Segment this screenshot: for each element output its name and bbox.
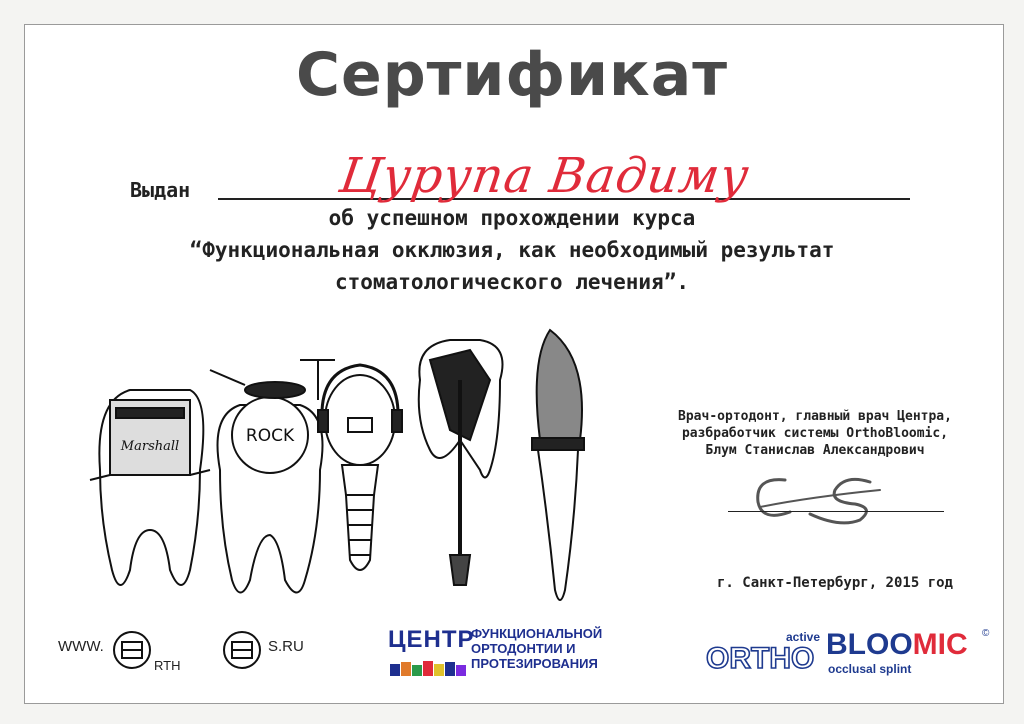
issued-label: Выдан bbox=[130, 178, 191, 202]
course-title-line2: стоматологического лечения”. bbox=[334, 270, 689, 294]
center-subtitle bbox=[471, 626, 602, 671]
site-middle: RTH bbox=[154, 658, 181, 673]
drum-text: ROCK bbox=[245, 426, 295, 446]
center-sub-line-3: ПРОТЕЗИРОВАНИЯ bbox=[471, 656, 598, 671]
signature-line bbox=[728, 511, 944, 512]
microphone-tooth-drawing bbox=[532, 330, 584, 600]
certificate-title: Сертификат bbox=[295, 40, 729, 110]
copyright-mark: © bbox=[982, 628, 990, 639]
recipient-name-handwritten: Цурупа Вадиму bbox=[336, 148, 753, 204]
center-logo bbox=[388, 626, 603, 680]
city-year: г. Санкт-Петербург, 2015 год bbox=[716, 575, 953, 591]
site-suffix: S.RU bbox=[268, 638, 304, 655]
bloomic-part-red: MIC bbox=[912, 628, 968, 661]
teeth-instruments-illustration bbox=[70, 320, 630, 620]
center-sub-line-1: ФУНКЦИОНАЛЬНОЙ bbox=[471, 626, 603, 641]
amp-brand-text: Marshall bbox=[120, 439, 180, 454]
bloomic-word bbox=[826, 628, 968, 662]
implant-drawing bbox=[318, 365, 402, 570]
doctor-line-1: Врач-ортодонт, главный врач Центра, bbox=[678, 409, 952, 424]
bloomic-part-blue: BLOO bbox=[826, 628, 913, 661]
orthobloomic-logo bbox=[706, 628, 996, 680]
center-title: ЦЕНТР bbox=[388, 626, 475, 653]
doctor-line-3: Блум Станислав Александрович bbox=[705, 443, 925, 458]
houses-icon bbox=[390, 658, 468, 676]
ortho-word: ORTHO bbox=[706, 642, 815, 675]
orthoos-site-logo bbox=[58, 624, 304, 680]
occlusal-splint-label: occlusal splint bbox=[828, 662, 912, 676]
site-logo-rings bbox=[102, 628, 272, 676]
course-intro: об успешном прохождении курса bbox=[328, 206, 696, 230]
handwritten-signature bbox=[740, 462, 890, 532]
amp-tooth-drawing bbox=[90, 390, 210, 585]
doctor-credentials bbox=[650, 408, 980, 459]
doctor-line-2: разбработчик системы OrthoBloomic, bbox=[681, 426, 949, 441]
drum-tooth-drawing bbox=[210, 360, 335, 593]
guitar-tooth-drawing bbox=[419, 340, 503, 585]
active-label: active bbox=[786, 630, 821, 644]
course-title-line1: “Функциональная окклюзия, как необходимый результат bbox=[189, 238, 835, 262]
center-sub-line-2: ОРТОДОНТИИ И bbox=[471, 641, 576, 656]
site-prefix: WWW. bbox=[58, 638, 104, 655]
